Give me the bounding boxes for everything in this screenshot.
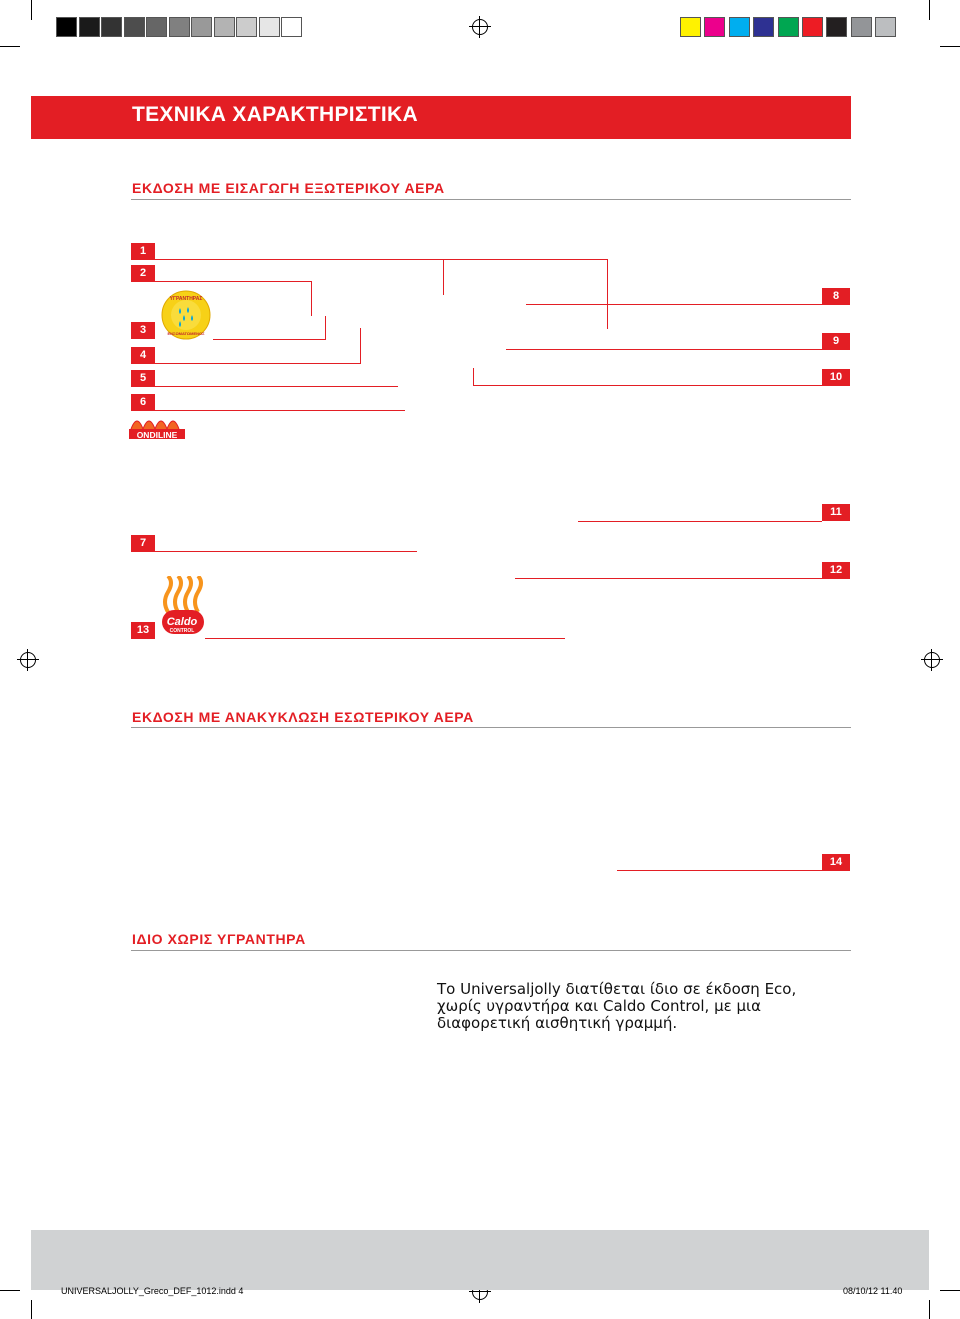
section-rule <box>131 199 851 200</box>
leader-line-11 <box>578 521 822 522</box>
crop-mark <box>0 46 20 47</box>
callout-9: 9 <box>822 333 850 350</box>
leader-line-7 <box>155 551 417 552</box>
svg-text:ΕΝΣΩΜΑΤΩΜΕΝΟΣ: ΕΝΣΩΜΑΤΩΜΕΝΟΣ <box>167 331 205 336</box>
gray-swatch <box>191 17 212 37</box>
gray-swatch <box>169 17 190 37</box>
color-swatch <box>802 17 823 37</box>
gray-swatch <box>124 17 145 37</box>
section-title-recirculation: ΕΚΔΟΣΗ ΜΕ ΑΝΑΚΥΚΛΩΣΗ ΕΣΩΤΕΡΙΚΟΥ ΑΕΡΑ <box>132 709 474 725</box>
callout-13: 13 <box>131 622 155 639</box>
gray-swatch <box>236 17 257 37</box>
callout-4: 4 <box>131 347 155 364</box>
leader-line-1 <box>607 259 608 329</box>
leader-line-2 <box>155 281 311 282</box>
svg-text:ΥΓΡΑΝΤΗΡΑΣ: ΥΓΡΑΝΤΗΡΑΣ <box>169 296 203 302</box>
leader-line-5 <box>155 386 398 387</box>
leader-line-4 <box>155 363 361 364</box>
leader-line-4 <box>360 328 361 364</box>
registration-mark-icon <box>20 652 36 668</box>
leader-line-10 <box>473 368 474 386</box>
section-title-external-air: ΕΚΔΟΣΗ ΜΕ ΕΙΣΑΓΩΓΗ ΕΞΩΤΕΡΙΚΟΥ ΑΕΡΑ <box>132 180 445 196</box>
crop-mark <box>31 0 32 20</box>
leader-line-13 <box>205 638 565 639</box>
color-swatch <box>704 17 725 37</box>
gray-swatch <box>79 17 100 37</box>
color-swatch <box>753 17 774 37</box>
footer-band <box>31 1230 929 1290</box>
callout-12: 12 <box>822 562 850 579</box>
svg-text:ONDILINE: ONDILINE <box>136 430 178 440</box>
color-swatch <box>851 17 872 37</box>
leader-line-14 <box>617 870 822 871</box>
leader-line-3 <box>213 339 325 340</box>
caldo-control-logo-icon <box>160 576 206 634</box>
registration-mark-icon <box>924 652 940 668</box>
callout-5: 5 <box>131 370 155 387</box>
crop-mark <box>0 1290 20 1291</box>
color-swatch <box>778 17 799 37</box>
color-swatch <box>826 17 847 37</box>
section-rule <box>131 950 851 951</box>
leader-line-3 <box>325 316 326 340</box>
description-paragraph: Το Universaljolly διατίθεται ίδιο σε έκδοση Eco, χωρίς υγραντήρα και Caldo Control, με μια διαφορετική αισθητική γραμμή. <box>437 980 797 1032</box>
callout-11: 11 <box>822 504 850 521</box>
callout-7: 7 <box>131 535 155 552</box>
color-swatch <box>875 17 896 37</box>
leader-line-1 <box>155 259 607 260</box>
callout-6: 6 <box>131 394 155 411</box>
leader-line-1b <box>443 259 444 295</box>
crop-mark <box>940 46 960 47</box>
gray-swatch <box>146 17 167 37</box>
humidifier-badge-icon <box>161 290 211 340</box>
ondiline-logo-icon <box>129 413 185 440</box>
callout-3: 3 <box>131 322 155 339</box>
callout-2: 2 <box>131 265 155 282</box>
svg-text:Caldo: Caldo <box>166 616 198 628</box>
callout-1: 1 <box>131 243 155 260</box>
callout-8: 8 <box>822 288 850 305</box>
gray-swatch <box>259 17 280 37</box>
slug-date: 08/10/12 11.40 <box>843 1286 903 1296</box>
gray-swatch <box>281 17 302 37</box>
crop-mark <box>940 1290 960 1291</box>
gray-swatch <box>56 17 77 37</box>
color-swatch <box>680 17 701 37</box>
registration-mark-icon <box>472 19 488 35</box>
leader-line-6 <box>155 410 405 411</box>
page-title: ΤΕΧΝΙΚΑ ΧΑΡΑΚΤΗΡΙΣΤΙΚΑ <box>132 103 418 126</box>
leader-line-2 <box>311 281 312 316</box>
leader-line-12 <box>515 578 822 579</box>
section-rule <box>131 727 851 728</box>
callout-10: 10 <box>822 369 850 386</box>
gray-swatch <box>101 17 122 37</box>
section-title-no-humidifier: ΙΔΙΟ ΧΩΡΙΣ ΥΓΡΑΝΤΗΡΑ <box>132 931 306 947</box>
svg-text:CONTROL: CONTROL <box>169 628 195 634</box>
color-swatch <box>729 17 750 37</box>
crop-mark <box>929 0 930 20</box>
leader-line-9 <box>506 349 822 350</box>
crop-mark <box>31 1300 32 1319</box>
leader-line-10 <box>473 385 822 386</box>
gray-swatch <box>214 17 235 37</box>
slug-filename: UNIVERSALJOLLY_Greco_DEF_1012.indd 4 <box>61 1286 244 1296</box>
callout-14: 14 <box>822 854 850 871</box>
leader-line-8 <box>526 304 822 305</box>
crop-mark <box>929 1300 930 1319</box>
